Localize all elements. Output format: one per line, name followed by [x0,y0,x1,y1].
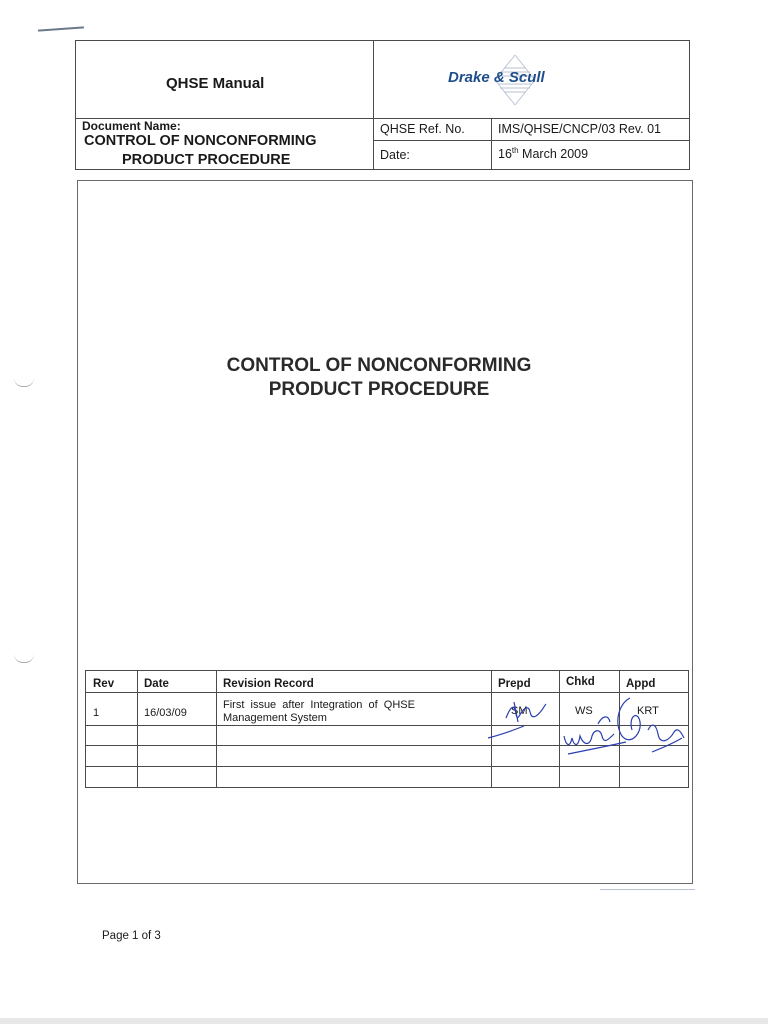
table-header-revision-record: Revision Record [223,678,314,690]
row-record-line2: Management System [223,712,327,724]
document-title-line2: PRODUCT PROCEDURE [268,379,490,400]
row-prepd: SM [511,705,528,717]
table-header-chkd: Chkd [566,676,595,688]
date-value [498,146,588,161]
document-name-line1: CONTROL OF NONCONFORMING [84,133,317,149]
signature-prepd [484,688,554,743]
date-day: 16 [498,147,512,162]
page-number: Page 1 of 3 [102,930,161,942]
table-header-rev: Rev [93,678,115,690]
ref-number-value: IMS/QHSE/CNCP/03 Rev. 01 [498,122,662,136]
document-name-label: Document Name: [82,119,181,133]
table-header-prepd: Prepd [498,678,531,690]
punch-hole-mark-2 [14,654,34,663]
row-chkd: WS [575,705,593,717]
table-header-appd: Appd [626,678,656,690]
document-name-line2: PRODUCT PROCEDURE [122,152,291,168]
row-appd: KRT [637,705,659,717]
manual-title: QHSE Manual [166,75,265,92]
row-rev: 1 [93,707,100,719]
date-label: Date: [380,148,410,162]
logo-text: Drake & Scull [448,69,545,86]
ref-number-label: QHSE Ref. No. [380,122,465,136]
row-record-line1: First issue after Integration of QHSE [223,699,415,711]
table-header-date: Date [144,678,169,690]
document-title-line1: CONTROL OF NONCONFORMING [226,355,532,376]
scan-mark-top-left [38,26,84,31]
date-rest: March 2009 [518,147,589,162]
bottom-scan-edge [0,1018,768,1024]
row-date: 16/03/09 [144,707,187,719]
content-frame [77,180,693,884]
date-suffix: th [511,146,519,155]
signature-appd [612,694,688,756]
bottom-scan-line [600,889,695,890]
